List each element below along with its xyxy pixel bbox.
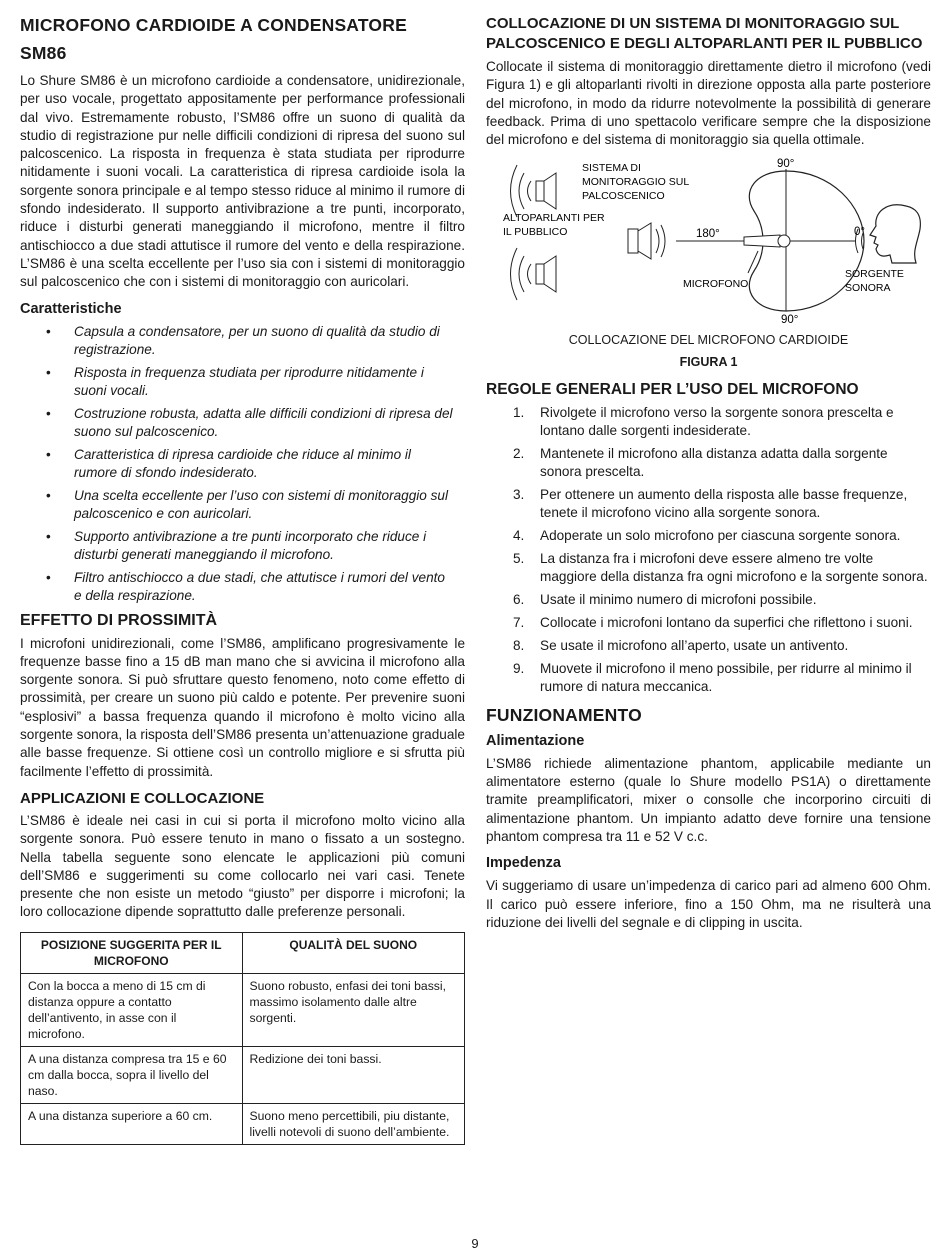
label-deg-right: 0° bbox=[854, 226, 865, 239]
table-row bbox=[21, 973, 465, 1046]
power-paragraph: L’SM86 richiede alimentazione phantom, applicabile mediante un alimentatore esterno (quale lo Shure modello PS1A) o direttamente tramite preamplificatori, mixer o consolle che incorporino circuiti di alimentazione phantom. Un impianto adatto deve fornire una tensione phantom compresa tra 11 e 52 V c.c. bbox=[486, 755, 931, 844]
table-header-row bbox=[21, 932, 465, 973]
page-title: MICROFONO CARDIOIDE A CONDENSATORE bbox=[20, 15, 407, 35]
list-item: • Una scelta eccellente per l’uso con sistemi di monitoraggio sul palcoscenico e con auricolari. bbox=[46, 487, 449, 521]
applications-paragraph: L’SM86 è ideale nei casi in cui si porta il microfono molto vicino alla sorgente sonora. Può essere tenuto in mano o fissato a un sostegno. Nella tabella seguente sono elencate le applicazioni più comuni dell’SM86 e suggerimenti su come collocarlo nei vari casi. Tenete presente che non esiste un metodo “giusto” per disporre i microfoni; la loro collocazione dipende soprattutto dalle preferenze personali. bbox=[20, 812, 465, 920]
stage-monitor-icon bbox=[628, 223, 665, 259]
figure-number: FIGURA 1 bbox=[679, 355, 738, 370]
intro-paragraph: Lo Shure SM86 è un microfono cardioide a condensatore, unidirezionale, per uso vocale, progettato appositamente per performance professionali dal vivo. Estremamente robusto, l’SM86 offre un suono di qualità da studio di registrazione pur nelle difficili condizioni di ripresa del suono sul palcoscenico. La risposta in frequenza è stata studiata per riprodurre nitidamente i suoni vocali. La caratteristica di ripresa cardioide isola la sorgente sonora principale e al tempo stesso riduce al minimo il rumore di sfondo indesiderato. Il supporto antivibrazione a tre punti, incorporato, riduce i disturbi generati maneggiando il microfono, mentre il filtro antischiocco a due stadi attutisce il rumore del vento e della respirazione. L’SM86 è una scelta eccellente per l’uso sia con i sistemi di monitoraggio sul palcoscenico che con i sistemi di monitoraggio con auricolari. bbox=[20, 73, 465, 290]
table-row bbox=[21, 1046, 465, 1103]
list-item: 1. Rivolgete il microfono verso la sorgente sonora prescelta e lontano dalle sorgenti indesiderate. bbox=[513, 404, 894, 438]
label-monitor-2: MONITORAGGIO SUL bbox=[582, 176, 690, 189]
list-item: 7. Collocate i microfoni lontano da superfici che riflettono i suoni. bbox=[513, 614, 913, 630]
table-cell: A una distanza compresa tra 15 e 60 cm dalla bocca, sopra il livello del naso. bbox=[21, 1046, 243, 1103]
page-number: 9 bbox=[471, 1236, 479, 1251]
table-cell: Redizione dei toni bassi. bbox=[242, 1046, 465, 1103]
label-source-1: SORGENTE bbox=[845, 268, 904, 281]
figure-1 bbox=[486, 151, 931, 351]
table-cell: A una distanza superiore a 60 cm. bbox=[21, 1103, 243, 1144]
microphone-pointer bbox=[748, 251, 758, 273]
features-list bbox=[20, 323, 465, 605]
pa-speaker-bottom-icon bbox=[511, 248, 557, 300]
list-item: • Supporto antivibrazione a tre punti incorporato che riduce i disturbi generati maneggiando il microfono. bbox=[46, 528, 427, 562]
list-item: 5. La distanza fra i microfoni deve essere almeno tre volte maggiore della distanza fra ogni microfono e la sorgente sonora. bbox=[513, 550, 928, 584]
figure-caption: COLLOCAZIONE DEL MICROFONO CARDIOIDE bbox=[568, 333, 849, 348]
label-deg-bottom: 90° bbox=[781, 314, 799, 327]
label-speakers-2: IL PUBBLICO bbox=[503, 226, 568, 239]
list-item: • Capsula a condensatore, per un suono di qualità da studio di registrazione. bbox=[46, 323, 440, 357]
right-column bbox=[486, 14, 931, 940]
table-cell: Con la bocca a meno di 15 cm di distanza oppure a contatto dell’antivento, in asse con il microfono. bbox=[21, 973, 243, 1046]
table-cell: Suono robusto, enfasi dei toni bassi, massimo isolamento dalle altre sorgenti. bbox=[242, 973, 465, 1046]
label-speakers-1: ALTOPARLANTI PER bbox=[503, 212, 605, 225]
power-heading: Alimentazione bbox=[486, 732, 585, 749]
list-item: 3. Per ottenere un aumento della risposta alle basse frequenze, tenete il microfono vicino alla sorgente sonora. bbox=[513, 486, 908, 520]
cardioid-diagram bbox=[486, 151, 931, 326]
rules-heading: REGOLE GENERALI PER L’USO DEL MICROFONO bbox=[486, 380, 859, 398]
list-item: • Costruzione robusta, adatta alle difficili condizioni di ripresa del suono sul palcoscenico. bbox=[46, 405, 453, 439]
impedance-paragraph: Vi suggeriamo di usare un’impedenza di carico pari ad almeno 600 Ohm. Il carico può essere inferiore, fino a 150 Ohm, ma ne risulterà una riduzione dei livelli del segnale e di clipping in uscita. bbox=[486, 878, 931, 930]
table-cell: Suono meno percettibili, piu distante, livelli notevoli di suono dell’ambiente. bbox=[242, 1103, 465, 1144]
rules-list bbox=[486, 404, 931, 696]
label-deg-top: 90° bbox=[777, 158, 795, 171]
impedance-heading: Impedenza bbox=[486, 855, 561, 872]
list-item: • Filtro antischiocco a due stadi, che attutisce i rumori del vento e della respirazione. bbox=[46, 569, 445, 603]
label-monitor-1: SISTEMA DI bbox=[582, 162, 641, 175]
microphone-icon bbox=[744, 235, 780, 247]
list-item: 4. Adoperate un solo microfono per ciascuna sorgente sonora. bbox=[513, 527, 901, 543]
label-source-2: SONORA bbox=[845, 282, 891, 295]
list-item: • Risposta in frequenza studiata per riprodurre nitidamente i suoni vocali. bbox=[46, 364, 424, 398]
features-heading: Caratteristiche bbox=[20, 300, 122, 317]
applications-heading: APPLICAZIONI E COLLOCAZIONE bbox=[20, 789, 265, 807]
placement-table bbox=[20, 932, 465, 1145]
table-header: POSIZIONE SUGGERITA PER IL MICROFONO bbox=[21, 932, 243, 973]
list-item: 6. Usate il minimo numero di microfoni possibile. bbox=[513, 591, 817, 607]
operation-heading: FUNZIONAMENTO bbox=[486, 704, 642, 725]
list-item: 9. Muovete il microfono il meno possibile, per ridurre al minimo il rumore di natura meccanica. bbox=[513, 660, 912, 694]
pa-speaker-top-icon bbox=[511, 165, 557, 217]
proximity-paragraph: I microfoni unidirezionali, come l’SM86, amplificano progresivamente le frequenze basse fino a 15 dB man mano che si avvicina il microfono alla sorgente sonora. Si può sfruttare questo fenomeno, noto come effetto di prossimità, per creare un suono più caldo e potente. Per prevenire suoni “esplosivi” a bassa frequenza quando il microfono è molto vicino alla sorgente sonora, la risposta dell’SM86 presenta un’attenuazione graduale alle basse frequenze. Si ottiene così un controllo migliore e si sfrutta più facilmente l’effetto di prossimità. bbox=[20, 635, 465, 779]
left-column bbox=[20, 14, 465, 1145]
monitor-heading: COLLOCAZIONE DI UN SISTEMA DI MONITORAGGIO SUL PALCOSCENICO E DEGLI ALTOPARLANTI PER IL PUBBLICO bbox=[486, 15, 923, 52]
label-microphone: MICROFONO bbox=[683, 278, 749, 291]
label-deg-left: 180° bbox=[696, 228, 720, 241]
list-item: 8. Se usate il microfono all’aperto, usate un antivento. bbox=[513, 637, 849, 653]
model-title: SM86 bbox=[20, 43, 67, 63]
list-item: • Caratteristica di ripresa cardioide che riduce al minimo il rumore di sfondo indesiderato. bbox=[46, 446, 411, 480]
list-item: 2. Mantenete il microfono alla distanza adatta dalla sorgente sonora prescelta. bbox=[513, 445, 888, 479]
proximity-heading: EFFETTO DI PROSSIMITÀ bbox=[20, 611, 218, 629]
table-row bbox=[21, 1103, 465, 1144]
label-monitor-3: PALCOSCENICO bbox=[582, 190, 665, 203]
sound-source-head-icon bbox=[856, 205, 921, 263]
monitor-paragraph: Collocate il sistema di monitoraggio direttamente dietro il microfono (vedi Figura 1) e gli altoparlanti rivolti in direzione opposta alla parte posteriore del microfono, in modo da ridurre notevolmente la possibilità di generare feedback. Prima di uno spettacolo verificare sempre che la disposizione del microfono e del sistema di monitoraggio sia quella ottimale. bbox=[486, 59, 931, 148]
table-header: QUALITÀ DEL SUONO bbox=[242, 932, 465, 973]
